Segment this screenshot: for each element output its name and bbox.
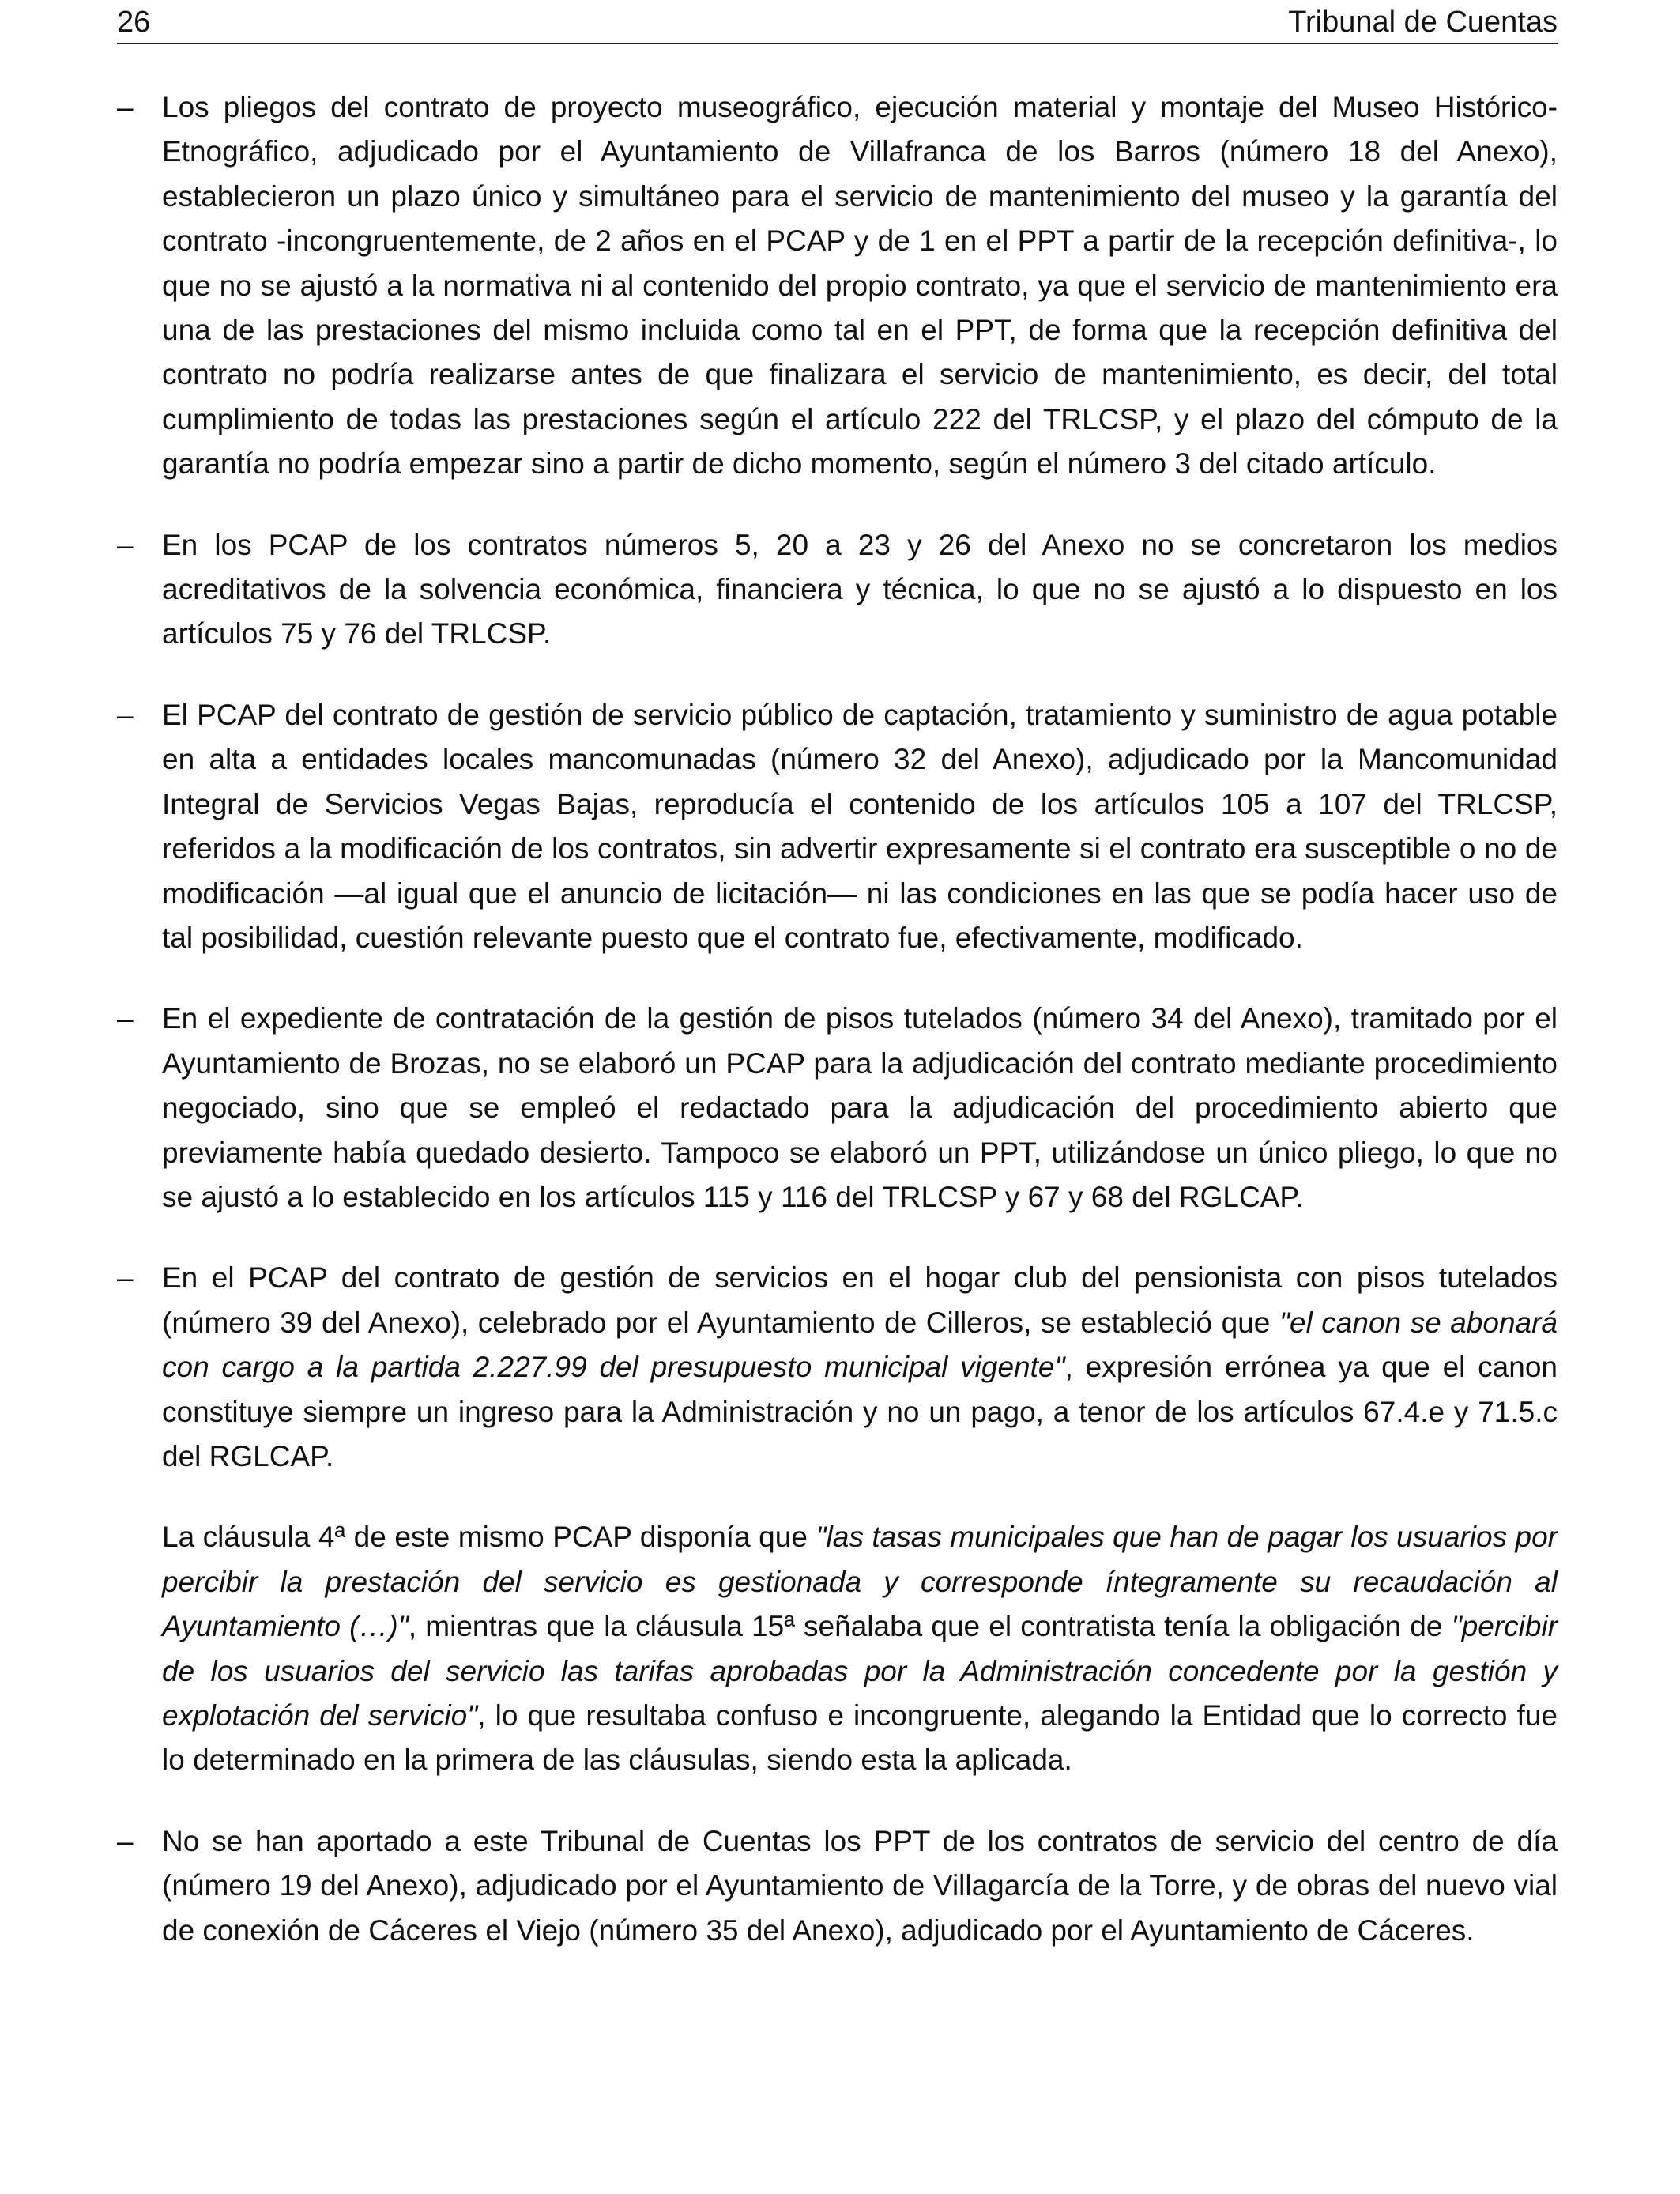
bullet-dash: –: [117, 1261, 134, 1295]
text-run: , expresión errónea ya que el canon constituye siempre un ingreso para la Administración y no un pago, a tenor de los artículos 67.4.e y 71.5.c del RGLCAP.: [162, 1351, 1558, 1472]
text-run: No se han aportado a este Tribunal de Cuentas los PPT de los contratos de servicio del centro de día (número 19 del Anexo), adjudicado por el Ayuntamiento de Villagarcía de la Torre, y de obras del nuevo vial de conexión de Cáceres el Viejo (número 35 del Anexo), adjudicado por el Ayuntamiento de Cáceres.: [162, 1824, 1558, 1947]
paragraph: [162, 1515, 1558, 1782]
bullet-dash: –: [117, 91, 134, 123]
list-item: [117, 1819, 1558, 1953]
list-item: [117, 693, 1558, 960]
page-number: 26: [117, 6, 151, 39]
quoted-text: "percibir de los usuarios del servicio las tarifas aprobadas por la Administración concedente por la gestión y explotación del servicio": [162, 1610, 1558, 1732]
bullet-dash: –: [117, 1002, 134, 1035]
text-run: En los PCAP de los contratos números 5, 20 a 23 y 26 del Anexo no se concretaron los medios acreditativos de la solvencia económica, financiera y técnica, lo que no se ajustó a lo dispuesto en los artículos 75 y 76 del TRLCSP.: [162, 528, 1558, 650]
text-run: Los pliegos del contrato de proyecto museográfico, ejecución material y montaje del Museo Histórico-Etnográfico, adjudicado por el Ayuntamiento de Villafranca de los Barros (número 18 del Anexo), establecieron un plazo único y simultáneo para el servicio de mantenimiento del museo y la garantía del contrato -incongruentemente, de 2 años en el PCAP y de 1 en el PPT a partir de la recepción definitiva-, lo que no se ajustó a la normativa ni al contenido del propio contrato, ya que el servicio de mantenimiento era una de las prestaciones del mismo incluida como tal en el PPT, de forma que la recepción definitiva del contrato no podría realizarse antes de que finalizara el servicio de mantenimiento, es decir, del total cumplimiento de todas las prestaciones según el artículo 222 del TRLCSP, y el plazo del cómputo de la garantía no podría empezar sino a partir de dicho momento, según el número 3 del citado artículo.: [162, 91, 1558, 481]
list-item: [117, 85, 1558, 487]
list-item: [117, 1256, 1558, 1782]
running-title: Tribunal de Cuentas: [1288, 6, 1558, 39]
paragraph: [162, 523, 1558, 657]
paragraph: [162, 693, 1558, 960]
list-item: [117, 997, 1558, 1220]
quoted-text: "las tasas municipales que han de pagar los usuarios por percibir la prestación del servicio es gestionada y corresponde íntegramente su recaudación al Ayuntamiento (…)": [162, 1521, 1558, 1643]
text-run: El PCAP del contrato de gestión de servicio público de captación, tratamiento y suministro de agua potable en alta a entidades locales mancomunadas (número 32 del Anexo), adjudicado por la Mancomunidad Integral de Servicios Vegas Bajas, reproducía el contenido de los artículos 105 a 107 del TRLCSP, referidos a la modificación de los contratos, sin advertir expresamente si el contrato era susceptible o no de modificación —al igual que el anuncio de licitación— ni las condiciones en las que se podía hacer uso de tal posibilidad, cuestión relevante puesto que el contrato fue, efectivamente, modificado.: [162, 698, 1558, 954]
bullet-dash: –: [117, 528, 134, 561]
paragraph: [162, 997, 1558, 1220]
text-run: , mientras que la cláusula 15ª señalaba que el contratista tenía la obligación de: [408, 1610, 1452, 1643]
text-run: En el PCAP del contrato de gestión de servicios en el hogar club del pensionista con pisos tutelados (número 39 del Anexo), celebrado por el Ayuntamiento de Cilleros, se estableció que: [162, 1261, 1558, 1339]
list-item: [117, 523, 1558, 657]
paragraph: [162, 1256, 1558, 1479]
paragraph: [162, 1819, 1558, 1953]
text-run: , lo que resultaba confuso e incongruente, alegando la Entidad que lo correcto fue lo determinado en la primera de las cláusulas, siendo esta la aplicada.: [162, 1699, 1558, 1777]
page-header: [117, 0, 1558, 44]
text-run: La cláusula 4ª de este mismo PCAP disponía que: [162, 1521, 816, 1554]
body-text: [117, 85, 1558, 1953]
paragraph: [162, 85, 1558, 487]
quoted-text: "el canon se abonará con cargo a la partida 2.227.99 del presupuesto municipal vigente": [162, 1306, 1558, 1384]
bullet-dash: –: [117, 698, 134, 731]
bullet-dash: –: [117, 1824, 134, 1857]
text-run: En el expediente de contratación de la gestión de pisos tutelados (número 34 del Anexo), tramitado por el Ayuntamiento de Brozas, no se elaboró un PCAP para la adjudicación del contrato mediante procedimiento negociado, sino que se empleó el redactado para la adjudicación del procedimiento abierto que previamente había quedado desierto. Tampoco se elaboró un PPT, utilizándose un único pliego, lo que no se ajustó a lo establecido en los artículos 115 y 116 del TRLCSP y 67 y 68 del RGLCAP.: [162, 1002, 1558, 1213]
